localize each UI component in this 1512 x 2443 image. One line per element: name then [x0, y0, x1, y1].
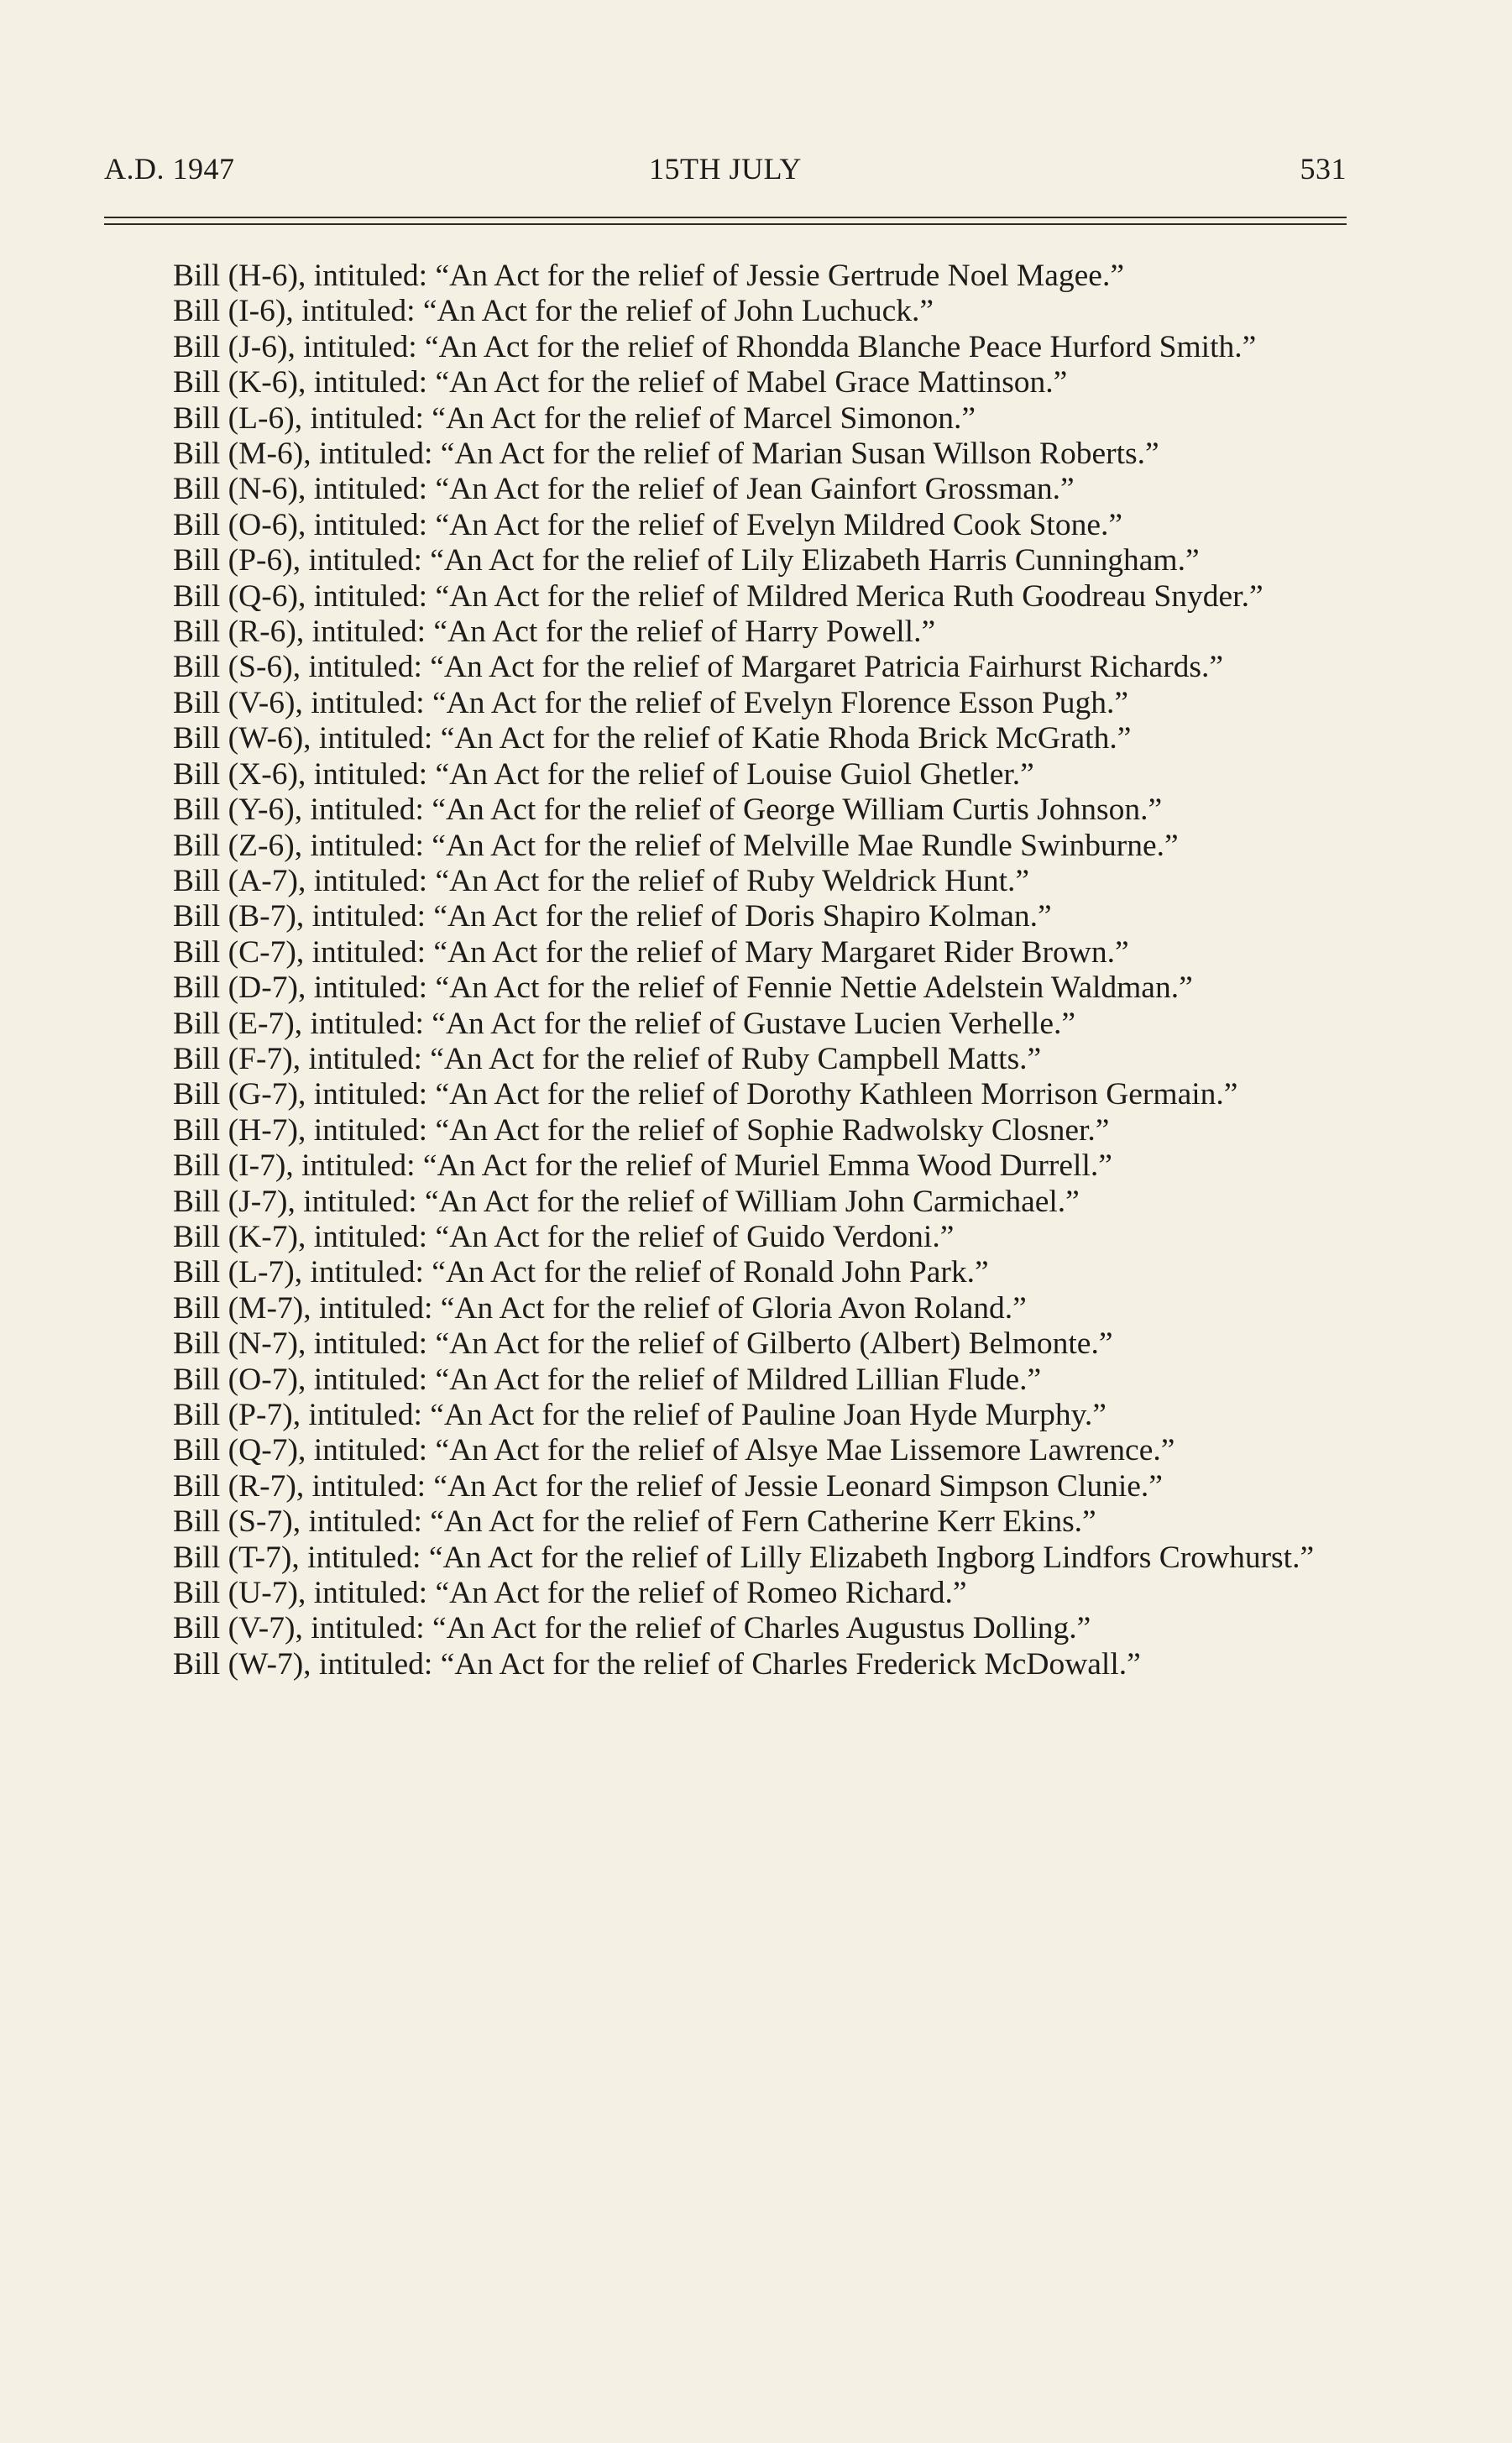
- bill-entry: Bill (W-6), intituled: “An Act for the relief of Katie Rhoda Brick McGrath.”: [173, 721, 1132, 756]
- bill-entry: Bill (J-7), intituled: “An Act for the relief of William John Carmichael.”: [173, 1184, 1080, 1219]
- bill-entry: Bill (G-7), intituled: “An Act for the relief of Dorothy Kathleen Morrison Germain.”: [173, 1077, 1238, 1112]
- header-year: A.D. 1947: [104, 152, 235, 186]
- bill-entry: Bill (J-6), intituled: “An Act for the relief of Rhondda Blanche Peace Hurford Smith.”: [173, 329, 1257, 364]
- bill-entry: Bill (Y-6), intituled: “An Act for the relief of George William Curtis Johnson.”: [173, 793, 1163, 828]
- bill-entry: Bill (O-6), intituled: “An Act for the relief of Evelyn Mildred Cook Stone.”: [173, 507, 1123, 542]
- bill-entry: Bill (C-7), intituled: “An Act for the relief of Mary Margaret Rider Brown.”: [173, 934, 1129, 970]
- bill-entry: Bill (S-6), intituled: “An Act for the relief of Margaret Patricia Fairhurst Richards.”: [173, 650, 1224, 685]
- bill-entry: Bill (B-7), intituled: “An Act for the relief of Doris Shapiro Kolman.”: [173, 899, 1052, 934]
- bill-entry: Bill (S-7), intituled: “An Act for the relief of Fern Catherine Kerr Ekins.”: [173, 1504, 1096, 1540]
- bill-entry: Bill (V-6), intituled: “An Act for the relief of Evelyn Florence Esson Pugh.”: [173, 685, 1128, 720]
- bill-entry: Bill (I-6), intituled: “An Act for the relief of John Luchuck.”: [173, 294, 934, 329]
- bill-entry: Bill (I-7), intituled: “An Act for the relief of Muriel Emma Wood Durrell.”: [173, 1148, 1112, 1184]
- bill-entry: Bill (Q-7), intituled: “An Act for the relief of Alsye Mae Lissemore Lawrence.”: [173, 1433, 1175, 1468]
- bill-entry: Bill (D-7), intituled: “An Act for the relief of Fennie Nettie Adelstein Waldman.”: [173, 970, 1193, 1006]
- bill-entry: Bill (Q-6), intituled: “An Act for the relief of Mildred Merica Ruth Goodreau Snyder.”: [173, 578, 1263, 614]
- bill-entry: Bill (W-7), intituled: “An Act for the relief of Charles Frederick McDowall.”: [173, 1646, 1141, 1682]
- bill-entry: Bill (F-7), intituled: “An Act for the relief of Ruby Campbell Matts.”: [173, 1041, 1042, 1076]
- bill-entry: Bill (H-7), intituled: “An Act for the relief of Sophie Radwolsky Closner.”: [173, 1112, 1110, 1148]
- bill-entry: Bill (Z-6), intituled: “An Act for the relief of Melville Mae Rundle Swinburne.”: [173, 828, 1179, 863]
- page-header: [104, 151, 1347, 193]
- page-number: 531: [1300, 152, 1347, 186]
- bill-entry: Bill (U-7), intituled: “An Act for the relief of Romeo Richard.”: [173, 1576, 967, 1611]
- bill-entry: Bill (A-7), intituled: “An Act for the relief of Ruby Weldrick Hunt.”: [173, 863, 1030, 898]
- bill-entry: Bill (N-7), intituled: “An Act for the relief of Gilberto (Albert) Belmonte.”: [173, 1326, 1113, 1362]
- bill-entry: Bill (M-6), intituled: “An Act for the relief of Marian Susan Willson Roberts.”: [173, 437, 1159, 472]
- bill-entry: Bill (X-6), intituled: “An Act for the relief of Louise Guiol Ghetler.”: [173, 756, 1034, 792]
- bill-entry: Bill (L-6), intituled: “An Act for the relief of Marcel Simonon.”: [173, 400, 976, 436]
- header-date: 15TH JULY: [649, 152, 802, 186]
- bill-entry: Bill (O-7), intituled: “An Act for the relief of Mildred Lillian Flude.”: [173, 1362, 1042, 1397]
- bill-entry: Bill (L-7), intituled: “An Act for the relief of Ronald John Park.”: [173, 1255, 989, 1290]
- bill-entry: Bill (K-6), intituled: “An Act for the relief of Mabel Grace Mattinson.”: [173, 365, 1068, 400]
- bill-entry: Bill (M-7), intituled: “An Act for the relief of Gloria Avon Roland.”: [173, 1290, 1027, 1326]
- bill-entry: Bill (P-7), intituled: “An Act for the relief of Pauline Joan Hyde Murphy.”: [173, 1398, 1107, 1432]
- bill-entry: Bill (R-7), intituled: “An Act for the relief of Jessie Leonard Simpson Clunie.”: [173, 1468, 1163, 1504]
- bill-entry: Bill (T-7), intituled: “An Act for the relief of Lilly Elizabeth Ingborg Lindfors Crowhurst.”: [173, 1540, 1315, 1575]
- bill-entry: Bill (H-6), intituled: “An Act for the relief of Jessie Gertrude Noel Magee.”: [173, 259, 1124, 293]
- bill-entry: Bill (N-6), intituled: “An Act for the relief of Jean Gainfort Grossman.”: [173, 472, 1075, 507]
- bill-entry: Bill (V-7), intituled: “An Act for the relief of Charles Augustus Dolling.”: [173, 1611, 1091, 1646]
- bill-entry: Bill (E-7), intituled: “An Act for the relief of Gustave Lucien Verhelle.”: [173, 1006, 1075, 1041]
- header-rule-top: [104, 217, 1347, 218]
- bill-entry: Bill (K-7), intituled: “An Act for the relief of Guido Verdoni.”: [173, 1219, 955, 1254]
- bill-entry: Bill (R-6), intituled: “An Act for the relief of Harry Powell.”: [173, 615, 936, 650]
- bill-entry: Bill (P-6), intituled: “An Act for the relief of Lily Elizabeth Harris Cunningham.”: [173, 543, 1200, 578]
- bill-list: [106, 259, 1348, 1682]
- header-rule-bottom: [104, 223, 1347, 225]
